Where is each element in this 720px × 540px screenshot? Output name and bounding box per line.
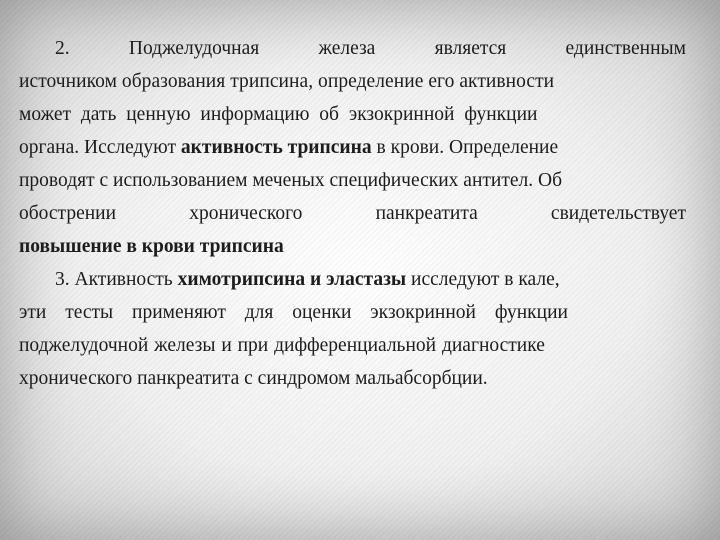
paragraph-2-line-5: проводят с использованием меченых специфических антител. Об: [19, 170, 563, 191]
text-run: 3. Активность: [55, 269, 178, 290]
word: является: [434, 38, 507, 59]
paragraph-3-line-2: эти тесты применяют для оценки экзокринной функции: [19, 302, 568, 323]
paragraph-2-line-3: может дать ценную информацию об экзокринной функции: [19, 104, 538, 125]
text-run: исследуют в кале,: [406, 269, 560, 290]
paragraph-2-line-7: повышение в крови трипсина: [19, 236, 284, 257]
paragraph-2-line-4: [19, 131, 686, 164]
paragraph-3-line-3: поджелудочной железы и при дифференциальной диагностике: [19, 335, 545, 356]
paragraph-2-line-6: [19, 197, 686, 230]
bold-phrase: активность трипсина: [180, 137, 372, 158]
text-run: в крови. Определение: [371, 137, 559, 158]
paragraph-3-line-1: [19, 263, 686, 296]
word: свидетельствует: [550, 203, 686, 224]
word: 2.: [55, 38, 70, 59]
bold-phrase: химотрипсина и эластазы: [177, 269, 407, 290]
word: Поджелудочная: [128, 38, 260, 59]
slide-text-body: [19, 32, 686, 395]
word: обострении: [19, 203, 117, 224]
paragraph-2-line-1: [19, 32, 686, 65]
paragraph-2-line-2: источником образования трипсина, определение его активности: [19, 71, 555, 92]
word: панкреатита: [375, 203, 478, 224]
word: хронического: [189, 203, 303, 224]
word: железа: [318, 38, 376, 59]
text-run: органа. Исследуют: [19, 137, 181, 158]
paragraph-3-line-4: хронического панкреатита с синдромом мальабсорбции.: [19, 368, 488, 389]
word: единственным: [565, 38, 686, 59]
